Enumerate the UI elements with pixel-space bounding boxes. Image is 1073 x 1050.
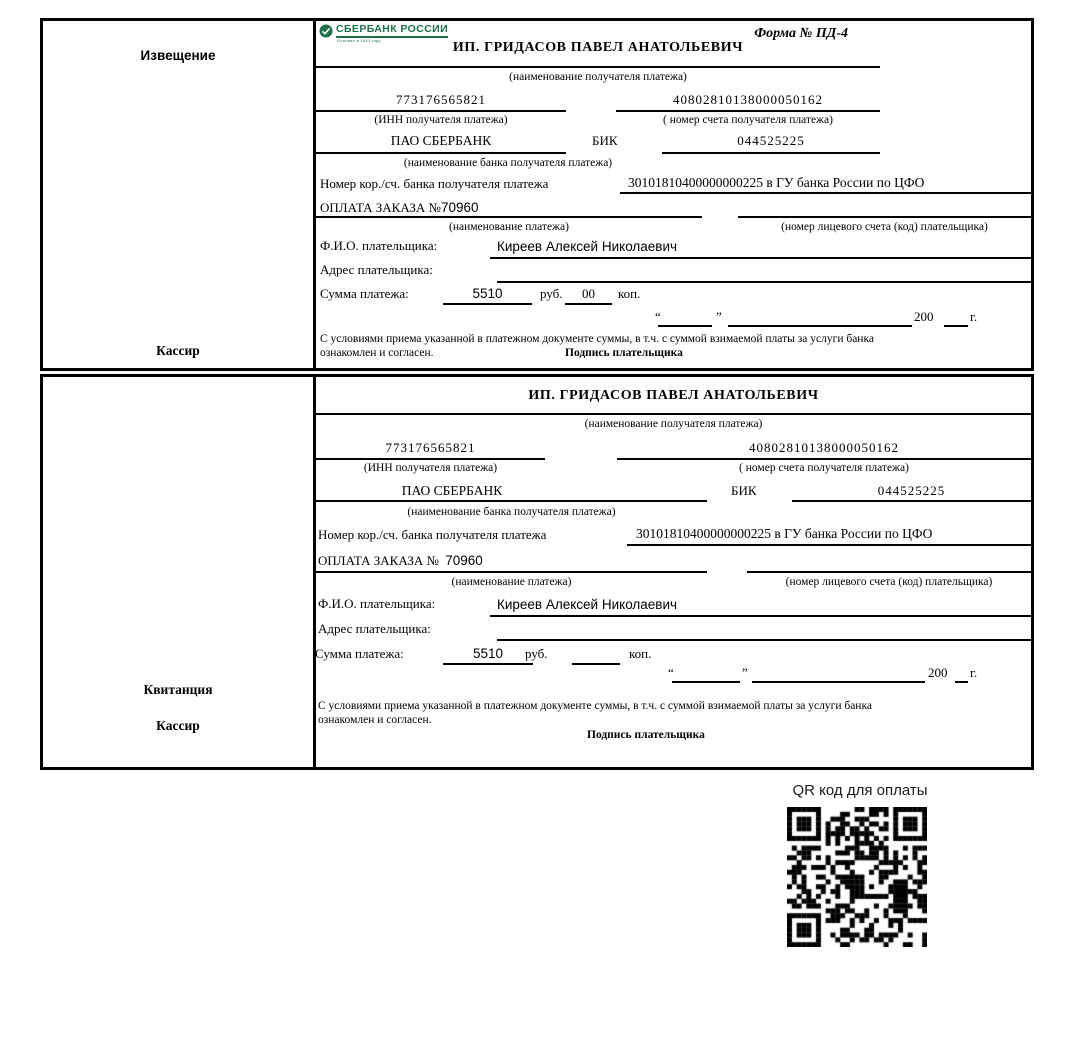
qr-caption: QR код для оплаты [792,782,928,799]
year-prefix: 200 [928,665,948,680]
bik-value: 044525225 [737,133,805,148]
order-number: 70960 [440,200,479,215]
close-quote: ” [716,309,722,324]
rule-line [490,615,1031,617]
rub-label: руб. [540,286,563,301]
rule-line [497,281,1031,283]
bik-label: БИК [731,483,757,498]
payment-purpose [320,200,479,216]
payment-name-label: (наименование платежа) [451,576,572,588]
bank-name-label: (наименование банка получателя платежа) [403,157,613,169]
rule-line [316,413,1031,415]
payment-purpose [318,553,483,569]
payer-fio-value: Киреев Алексей Николаевич [497,239,678,254]
rule-line [728,325,912,327]
personal-account-label: (номер лицевого счета (код) плательщика) [781,221,988,233]
payer-fio-label: Ф.И.О. плательщика: [320,238,438,253]
recipient-header: ИП. ГРИДАСОВ ПАВЕЛ АНАТОЛЬЕВИЧ [528,388,819,403]
bank-name-value: ПАО СБЕРБАНК [401,483,503,498]
inn-label: (ИНН получателя платежа) [374,114,508,126]
rule-line [565,303,612,305]
open-quote: “ [655,309,661,324]
kop-label: коп. [629,646,652,661]
rule-line [955,681,968,683]
account-value: 40802810138000050162 [673,92,823,107]
payer-fio-label: Ф.И.О. плательщика: [318,596,436,611]
qr-code-image [787,807,927,947]
rule-line [490,257,1031,259]
kop-label: коп. [618,286,641,301]
rule-line [616,110,880,112]
account-label: ( номер счета получателя платежа) [663,114,833,126]
rule-line [944,325,968,327]
year-suffix: г. [970,665,978,680]
rule-line [627,544,1031,546]
sberbank-logo-tagline: Основан в 1841 году [337,38,381,43]
agreement-line1: С условиями приема указанной в платежном документе суммы, в т.ч. с суммой взимаемой платы за услуги банка [318,700,872,712]
bank-name-label: (наименование банка получателя платежа) [407,506,616,518]
sum-rub-value: 5510 [472,286,503,301]
order-prefix: ОПЛАТА ЗАКАЗА № [320,200,441,215]
rule-line [443,663,533,665]
rule-line [620,192,1031,194]
open-quote: “ [668,665,674,680]
qr-code [787,807,927,947]
rule-line [658,325,712,327]
payer-address-label: Адрес плательщика: [320,262,433,277]
bik-value: 044525225 [877,483,946,498]
signature-label: Подпись плательщика [565,347,683,359]
account-value: 40802810138000050162 [749,440,899,455]
form-number-label: Форма № ПД-4 [754,26,848,41]
inn-value: 773176565821 [385,440,476,455]
bik-label: БИК [592,133,618,148]
section-label: Извещение [140,48,216,63]
cashier-label: Кассир [156,718,200,733]
year-suffix: г. [970,309,978,324]
rule-line [747,571,1031,573]
recipient-name-label: (наименование получателя платежа) [509,71,687,83]
signature-label: Подпись плательщика [587,729,705,741]
agreement-line1: С условиями приема указанной в платежном документе суммы, в т.ч. с суммой взимаемой платы за услуги банка [320,333,874,345]
corr-account-label: Номер кор./сч. банка получателя платежа [318,527,547,542]
rule-line [497,639,1031,641]
rule-line [792,500,1031,502]
rule-line [672,681,740,683]
sum-label: Сумма платежа: [320,286,409,301]
cashier-label: Кассир [156,343,200,358]
inn-value: 773176565821 [396,92,486,107]
payer-address-label: Адрес плательщика: [318,621,431,636]
order-number: 70960 [445,553,483,568]
rule-line [316,500,707,502]
sum-kop-value: 00 [582,286,595,301]
year-prefix: 200 [914,309,934,324]
corr-account-label: Номер кор./сч. банка получателя платежа [320,176,549,191]
order-prefix: ОПЛАТА ЗАКАЗА № [318,553,443,568]
rule-line [316,216,702,218]
rule-line [738,216,1031,218]
rule-line [572,663,620,665]
rule-line [617,458,1031,460]
account-label: ( номер счета получателя платежа) [739,462,909,474]
payer-fio-value: Киреев Алексей Николаевич [497,597,678,612]
bank-name-value: ПАО СБЕРБАНК [390,133,492,148]
inn-label: (ИНН получателя платежа) [363,462,498,474]
agreement-line2: ознакомлен и согласен. [320,347,434,359]
rub-label: руб. [525,646,548,661]
rule-line [316,110,566,112]
rule-line [316,66,880,68]
receipt-ticket [40,374,1034,770]
rule-line [316,152,566,154]
sberbank-logo-text: СБЕРБАНК РОССИИ [336,23,448,38]
rule-line [662,152,880,154]
personal-account-label: (номер лицевого счета (код) плательщика) [785,576,993,588]
rule-line [752,681,925,683]
sum-rub-value: 5510 [472,646,504,661]
close-quote: ” [742,665,748,680]
corr-account-value: 30101810400000000225 в ГУ банка России по ЦФО [636,526,933,541]
corr-account-value: 30101810400000000225 в ГУ банка России по ЦФО [628,175,925,190]
notice-ticket [40,18,1034,371]
recipient-name-label: (наименование получателя платежа) [584,418,763,430]
rule-line [443,303,532,305]
recipient-header: ИП. ГРИДАСОВ ПАВЕЛ АНАТОЛЬЕВИЧ [452,40,744,55]
sum-label: Сумма платежа: [315,646,404,661]
rule-line [316,458,545,460]
sberbank-circle-icon [319,24,333,38]
rule-line [316,571,707,573]
section-label: Квитанция [143,682,213,697]
agreement-line2: ознакомлен и согласен. [318,714,432,726]
payment-name-label: (наименование платежа) [449,221,569,233]
